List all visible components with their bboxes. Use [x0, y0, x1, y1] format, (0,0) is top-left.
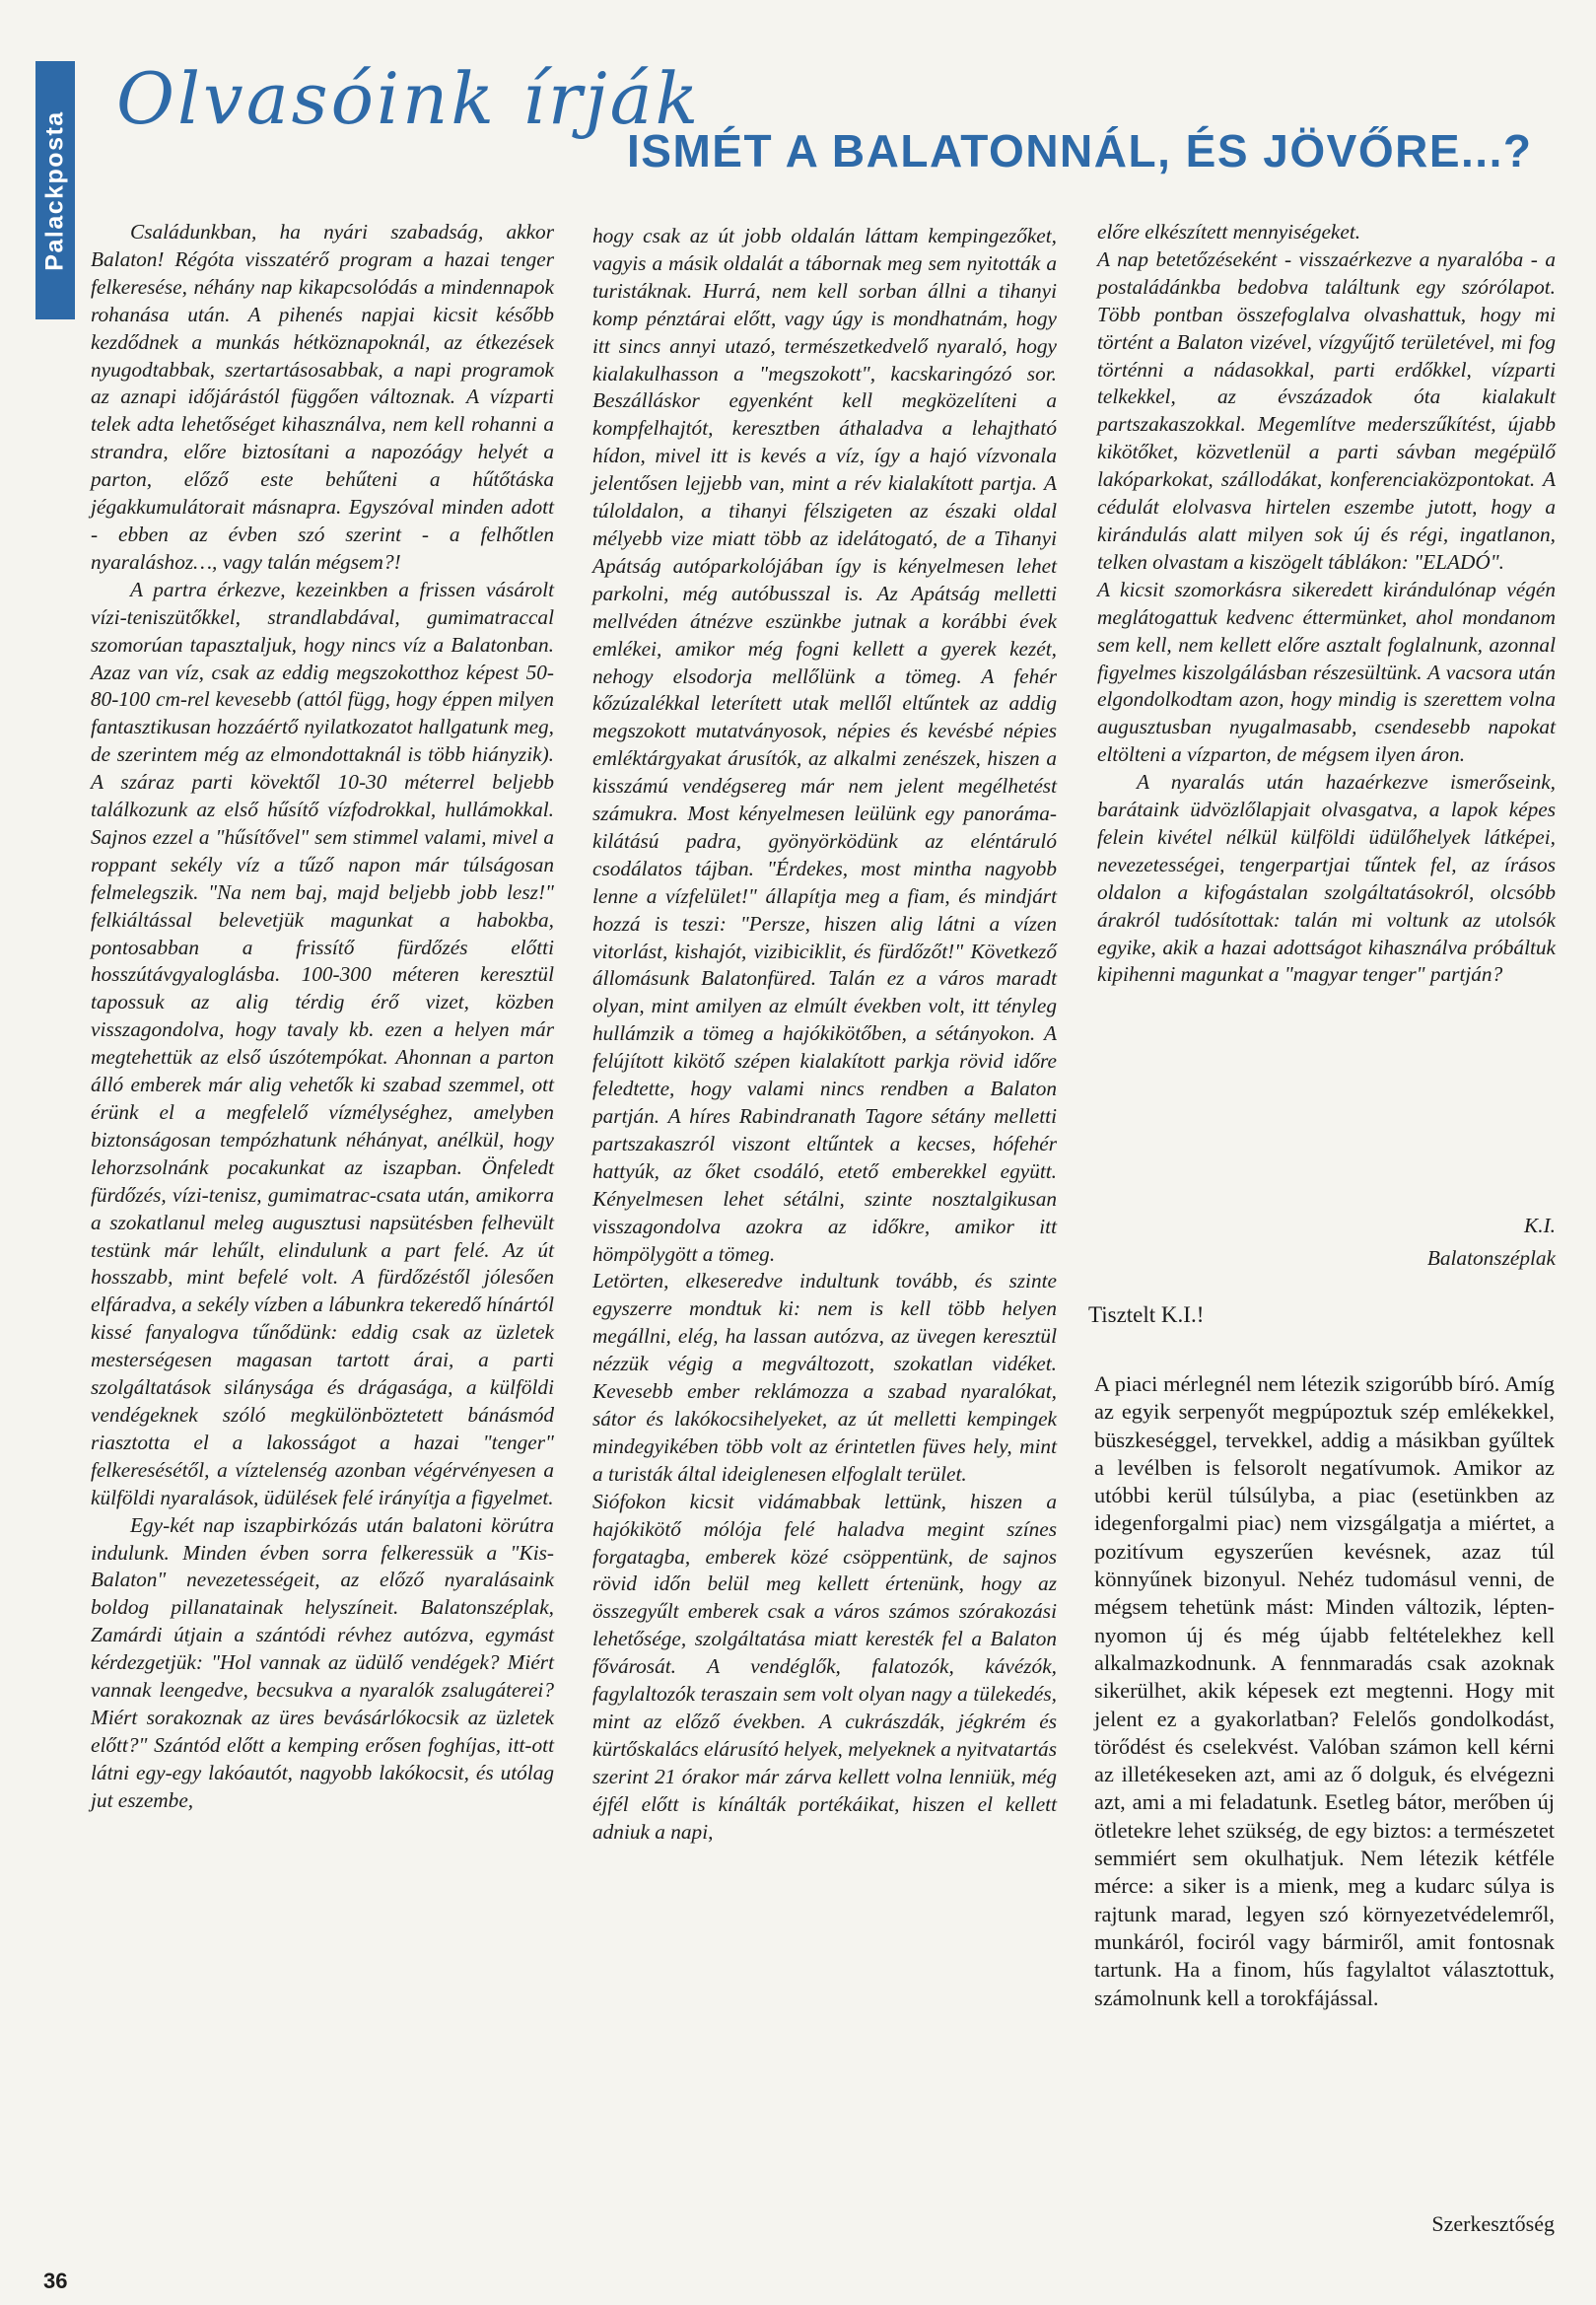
paragraph: A partra érkezve, kezeinkben a frissen vásárolt vízi-teniszütőkkel, strandlabdával, gumimatraccal szomorúan tapasztaljuk, hogy nincs víz a Balatonban. Azaz van víz, csak az eddig megszokotthoz képest 50-80-100 cm-rel kevesebb (attól függ, hogy éppen milyen fantasztikusan hozzáértő nyilatkozatot hallgatunk meg, de szerintem még az elmondottaknál is több hiányzik). A száraz parti kövektől 10-30 méterrel beljebb találkozunk az első hűsítő vízfodrokkal, hullámokkal. Sajnos ezzel a "hűsítővel" sem stimmel valami, mivel a roppant sekély víz a tűző napon már túlságosan felmelegszik. "Na nem baj, majd beljebb jobb lesz!" felkiáltással belevetjük magunkat a habokba, pontosabban a frissítő fürdőzés előtti hosszútávgyaloglásba. 100-300 méteren keresztül tapossuk az alig térdig érő vizet, közben visszagondolva, hogy tavaly kb. ezen a helyen már megtehettük az első úszótempókat. Ahonnan a parton álló emberek már alig vehetők ki szabad szemmel, ott érünk el a megfelelő vízmélységhez, amelyben biztonságosan tempózhatunk néhányat, anélkül, hogy lehorzsolnánk pocakunkat az iszapban. Önfeledt fürdőzés, vízi-tenisz, gumimatrac-csata után, amikorra a szokatlanul meleg augusztusi napsütésben felhevült testünk már lehűlt, elindulunk a part felé. Az út hosszabb, mint befelé volt. A fürdőzéstől jólesően elfáradva, a sekély vízben a lábunkra tekeredő hínártól kissé fanyalogva tűnődünk: eddig csak az üzletek mesterségesen magasan tartott árai, a parti szolgáltatások silánysága és drágasága, a külföldi vendégeknek szóló megkülönböztetett bánásmód riasztotta el a lakosságot a hazai "tenger" felkeresésétől, a víztelenség azonban végérvényesen a külföldi nyaralások, üdülések felé irányítja a figyelmet.: [91, 577, 554, 1509]
article-column-1: [91, 219, 554, 1815]
paragraph: A nyaralás után hazaérkezve ismerőseink, barátaink üdvözlőlapjait olvasgatva, a lapok képes felein kivétel nélkül külföldi üdülőhelyek látképei, nevezetességei, tengerpartjai tűntek fel, az írásos oldalon a kifogástalan szolgáltatásokról, olcsóbb árakról tudósítottak: talán mi voltunk az utolsók egyike, akik a hazai adottságot kihasználva próbáltuk kipihenni magunkat a "magyar tenger" partján?: [1097, 770, 1556, 987]
paragraph: előre elkészített mennyiségeket.: [1097, 220, 1361, 244]
reply-salutation: Tisztelt K.I.!: [1088, 1302, 1205, 1327]
section-tab-label: Palackposta: [40, 109, 69, 271]
author-location: Balatonszéplak: [1426, 1246, 1556, 1270]
paragraph: Családunkban, ha nyári szabadság, akkor Balaton! Régóta visszatérő program a hazai tenger felkeresése, néhány nap kikapcsolódás a mindennapok rohanása után. A pihenés napjai kicsit később kezdődnek a munkás hétköznapoknál, az étkezések nyugodtabbak, szertartásosabbak, a napi programok az aznapi időjárástól függően változnak. A vízparti telek adta lehetőséget kihasználva, nem kell rohanni a strandra, előre biztosítani a napozóágy helyét a parton, előző este behűteni a hűtőtáska jégakkumulátorait másnapra. Egyszóval minden adott - ebben az évben szó szerint - a felhőtlen nyaraláshoz…, vagy talán mégsem?!: [91, 220, 554, 574]
paragraph: A nap betetőzéseként - visszaérkezve a nyaralóba - a postaládánkba bedobva találtunk egy szórólapot. Több pontban összefoglalva olvashattuk, hogy mi történt a Balaton vizével, vízgyűjtő területével, mi fog történni a nádasokkal, parti erdőkkel, vízparti telkekkel, az évszázadok óta kialakult partszakaszokkal. Megemlítve mederszűkítést, újabb kikötőket, közvetlenül a parti sávban megépülő lakóparkokat, szállodákat, konferenciaközpontokat. A cédulát elolvasva hirtelen eszembe jutott, hogy a kirándulás alatt milyen sok új és régi, ingatlanon, telken olvastam a kiszögelt táblákon: "ELADÓ".: [1097, 246, 1556, 574]
editor-signature: Szerkesztőség: [1431, 2211, 1555, 2236]
section-tab: [35, 61, 75, 319]
paragraph: hogy csak az út jobb oldalán láttam kempingezőket, vagyis a másik oldalát a tábornak meg sem nyitották a turistáknak. Hurrá, nem kell sorban állni a tihanyi komp pénztárai előtt, vagy úgy is mondhatnám, hogy itt sincs annyi utazó, természetkedvelő nyaraló, hogy kialakulhasson a "megszokott", kacskaringózó sor. Beszálláskor egyenként kell megközelíteni a kompfelhajtót, keresztben áthaladva a lehajtható hídon, mivel itt is kevés a víz, így a hajó vízvonala jelentősen lejjebb van, mint a rév kialakított partja. A túloldalon, a tihanyi félszigeten az északi oldal mélyebb vize miatt több az idelátogató, de a Tihanyi Apátság autóparkolójában így is kényelmesen lehet parkolni, még autóbusszal is. Az Apátság melletti mellvéden átnézve eszünkbe jutnak a korábbi évek emlékei, amikor még fogni kellett a gyerek kezét, nehogy elsodorja mellőlünk a tömeg. A fehér kőzúzalékkal leterített utak mellől eltűntek az addig megszokott mutatványosok, népies és kevésbé népies emléktárgyakat árusítók, az alkalmi zenészek, hiszen a kisszámú vendégsereg már nem jelent megélhetést számukra. Most kényelmesen leülünk egy panoráma-kilátású padra, gyönyörködünk az eléntáruló csodálatos tájban. "Érdekes, most mintha nagyobb lenne a vízfelület!" állapítja meg a fiam, és mindjárt hozzá is teszi: "Persze, hiszen alig látni a vízen vitorlást, kishajót, vizibiciklit, és fürdőzőt!" Következő állomásunk Balatonfüred. Talán ez a város maradt olyan, mint amilyen az elmúlt években volt, itt tényleg hullámzik a tömeg a hajókikötőben, a sétányokon. A felújított kikötő szépen kialakított parkja rövid időre feledtette, hogy valami nincs rendben a Balaton partján. A híres Rabindranath Tagore sétány melletti partszakaszról viszont eltűntek a kecses, hófehér hattyúk, az őket csodáló, etető emberekkel együtt. Kényelmesen lehet sétálni, szinte nosztalgikusan visszagondolva azokra az időkre, amikor itt hömpölygött a tömeg.: [592, 224, 1057, 1266]
paragraph: Siófokon kicsit vidámabbak lettünk, hiszen a hajókikötő mólója felé haladva megint színes forgatagba, emberek közé csöppentünk, de sajnos rövid időn belül meg kellett értenünk, hogy az összegyűlt emberek csak a város számos szórakozási lehetősége, szolgáltatása miatt keresték fel a Balaton fővárosát. A vendéglők, falatozók, kávézók, fagylaltozók teraszain sem volt olyan nagy a tülekedés, mint az előző években. A cukrászdák, jégkrém és kürtőskalács elárusító helyek, melyeknek a nyitvatartás szerint 21 órakor már zárva kellett volna lenniük, még éjfél előtt is kínálták portékáikat, hiszen el kellett adniuk a napi,: [592, 1489, 1057, 1844]
article-column-2: [592, 223, 1057, 1846]
paragraph: Egy-két nap iszapbirkózás után balatoni körútra indulunk. Minden évben sorra felkeressük a "Kis-Balaton" nevezetességeit, az előző nyaralásaink boldog pillanatainak helyszíneit. Balatonszéplak, Zamárdi útjain a szántódi révhez autózva, egymást kérdezgetjük: "Hol vannak az üdülő vendégek? Miért vannak leengedve, becsukva a nyaralók zsalugáterei? Miért sorakoznak az üres bevásárlókocsik az üzletek előtt?" Szántód előtt a kemping erősen foghíjas, itt-ott látni egy-egy lakóautót, nagyobb lakókocsit, és utólag jut eszembe,: [91, 1512, 554, 1812]
editor-reply: A piaci mérlegnél nem létezik szigorúbb bíró. Amíg az egyik serpenyőt megpúpoztuk szép emlékekkel, büszkeséggel, tervekkel, addig a másikban gyűltek a levélben is felsorolt negatívumok. Amikor az utóbbi kerül túlsúlyba, a piac (esetünkben az idegenforgalmi piac) nem vizsgálgatja a miértet, a pozitívum egyszerűen kevésnek, azaz túl könnyűnek bizonyul. Nehéz tudomásul venni, de mégsem tehetünk mást: Minden változik, lépten-nyomon új és még újabb feltételekhez kell alkalmazkodnunk. A fennmaradás csak azoknak sikerülhet, akik képesek ezt megtenni. Hogy mit jelent ez a gyakorlatban? Felelős gondolkodást, törődést és cselekvést. Valóban számon kell kérni az illetékeseken azt, ami az ő dolguk, és elvégezni azt, ami a mi feladatunk. Esetleg bátor, merőben új ötletekre lehet szükség, de egy biztos: a természetet semmiért sem okulhatjuk. Nem létezik kétféle mérce: a siker is a mienk, meg a kudarc súlya is rajtunk marad, legyen szó környezetvédelemről, munkáról, fociról vagy bármiről, amit fontosnak tartunk. Ha a finom, hűs fagylaltot választottuk, számolnunk kell a torokfájással.: [1094, 1371, 1555, 2010]
author-initials: K.I.: [1524, 1214, 1556, 1237]
column-title: Olvasóink írják: [116, 57, 702, 140]
article-column-3: [1097, 219, 1556, 989]
page-number: 36: [43, 2269, 68, 2293]
article-headline: ISMÉT A BALATONNÁL, ÉS JÖVŐRE...?: [627, 125, 1533, 176]
paragraph: A kicsit szomorkásra sikeredett kirándulónap végén meglátogattuk kedvenc éttermünket, ahol mondanom sem kell, nem kellett előre asztalt foglalnunk, azonnal figyelmes kiszolgálásban részesültünk. A vacsora után elgondolkodtam azon, hogy mindig is szerettem volna augusztusban nyugalmasabb, csendesebb napokat eltölteni a vízparton, de mégsem ilyen áron.: [1097, 577, 1556, 767]
paragraph: Letörten, elkeseredve indultunk tovább, és szinte egyszerre mondtuk ki: nem is kell több helyen megállni, elég, ha lassan autózva, az üvegen keresztül nézzük végig a megváltozott, szokatlan vidéket. Kevesebb ember reklámozza a szabad nyaralókat, sátor és lakókocsihelyeket, az út melletti kempingek mindegyikében több volt az érintetlen füves hely, mint a turisták által ideiglenesen elfoglalt terület.: [592, 1269, 1057, 1486]
